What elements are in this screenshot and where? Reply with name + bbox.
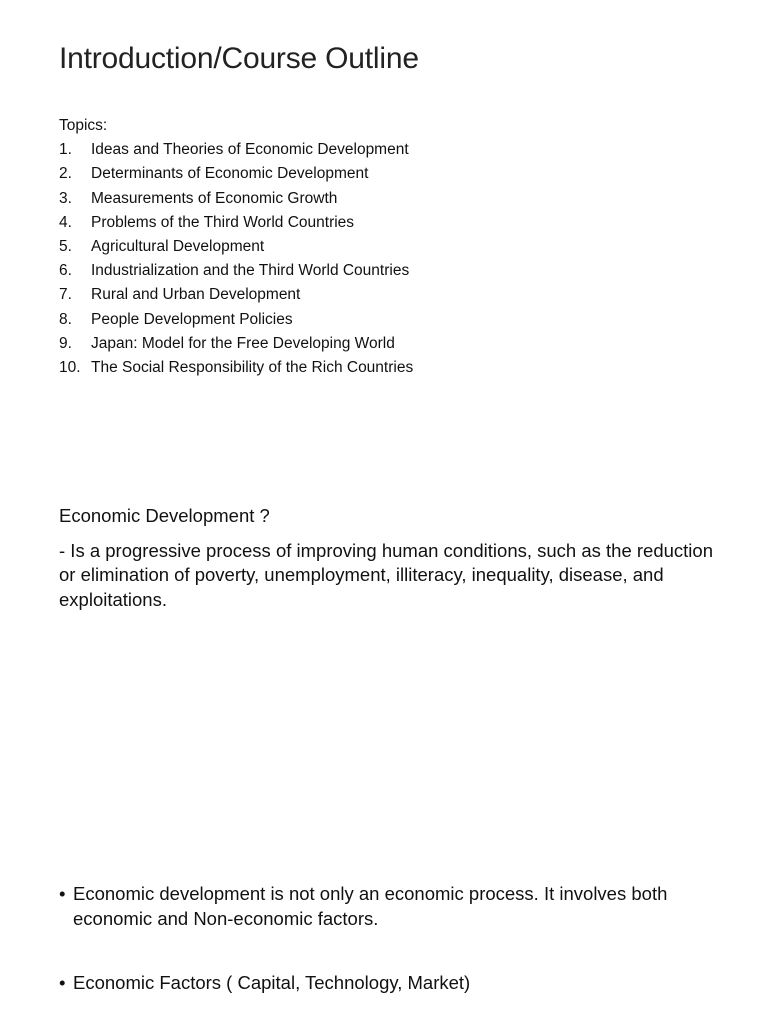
list-item-number: 6.: [59, 262, 72, 280]
list-item-number: 5.: [59, 238, 72, 256]
list-item: [59, 308, 719, 332]
list-item-text: Problems of the Third World Countries: [91, 213, 355, 231]
list-item: [59, 259, 719, 283]
topic-list: [59, 138, 719, 380]
topics-label: Topics:: [59, 117, 108, 134]
bullet-text: Economic development is not only an economic process. It involves both economic and Non-economic factors.: [73, 883, 668, 929]
bullet-marker: •: [59, 972, 66, 993]
bullet-marker: •: [59, 883, 66, 904]
list-item-number: 1.: [59, 141, 72, 159]
list-item-text: Measurements of Economic Growth: [91, 189, 338, 207]
list-item-number: 9.: [59, 334, 72, 352]
bullet-text: Economic Factors ( Capital, Technology, Market): [73, 972, 471, 993]
list-item-text: Industrialization and the Third World Countries: [91, 262, 410, 280]
list-item-text: Determinants of Economic Development: [91, 165, 369, 183]
list-item: [59, 138, 719, 162]
page-title: Introduction/Course Outline: [59, 42, 419, 75]
list-item-text: People Development Policies: [91, 310, 293, 328]
list-item-number: 4.: [59, 213, 72, 231]
list-item-text: Rural and Urban Development: [91, 286, 301, 304]
definition-body: - Is a progressive process of improving human conditions, such as the reduction or elimination of poverty, unemployment, illiteracy, inequality, disease, and exploitations.: [59, 539, 713, 610]
bullet-list: [59, 882, 719, 996]
list-item-number: 10.: [59, 359, 81, 377]
list-item: [59, 332, 719, 356]
list-item: [59, 187, 719, 211]
definition-section: [59, 504, 719, 612]
list-item-text: Ideas and Theories of Economic Development: [91, 141, 409, 159]
list-item-number: 8.: [59, 310, 72, 328]
list-item: [59, 235, 719, 259]
list-item-number: 3.: [59, 189, 72, 207]
list-item: [59, 283, 719, 307]
list-item: [59, 356, 719, 380]
list-item: [59, 211, 719, 235]
list-item-number: 2.: [59, 165, 72, 183]
definition-heading: Economic Development ?: [59, 505, 270, 526]
list-item-text: Japan: Model for the Free Developing World: [91, 334, 395, 352]
list-item-text: Agricultural Development: [91, 238, 265, 256]
topics-section: [59, 114, 719, 380]
list-item-number: 7.: [59, 286, 72, 304]
bullet-item: [59, 971, 719, 996]
list-item-text: The Social Responsibility of the Rich Countries: [91, 359, 414, 377]
list-item: [59, 162, 719, 186]
bullet-item: [59, 882, 719, 931]
